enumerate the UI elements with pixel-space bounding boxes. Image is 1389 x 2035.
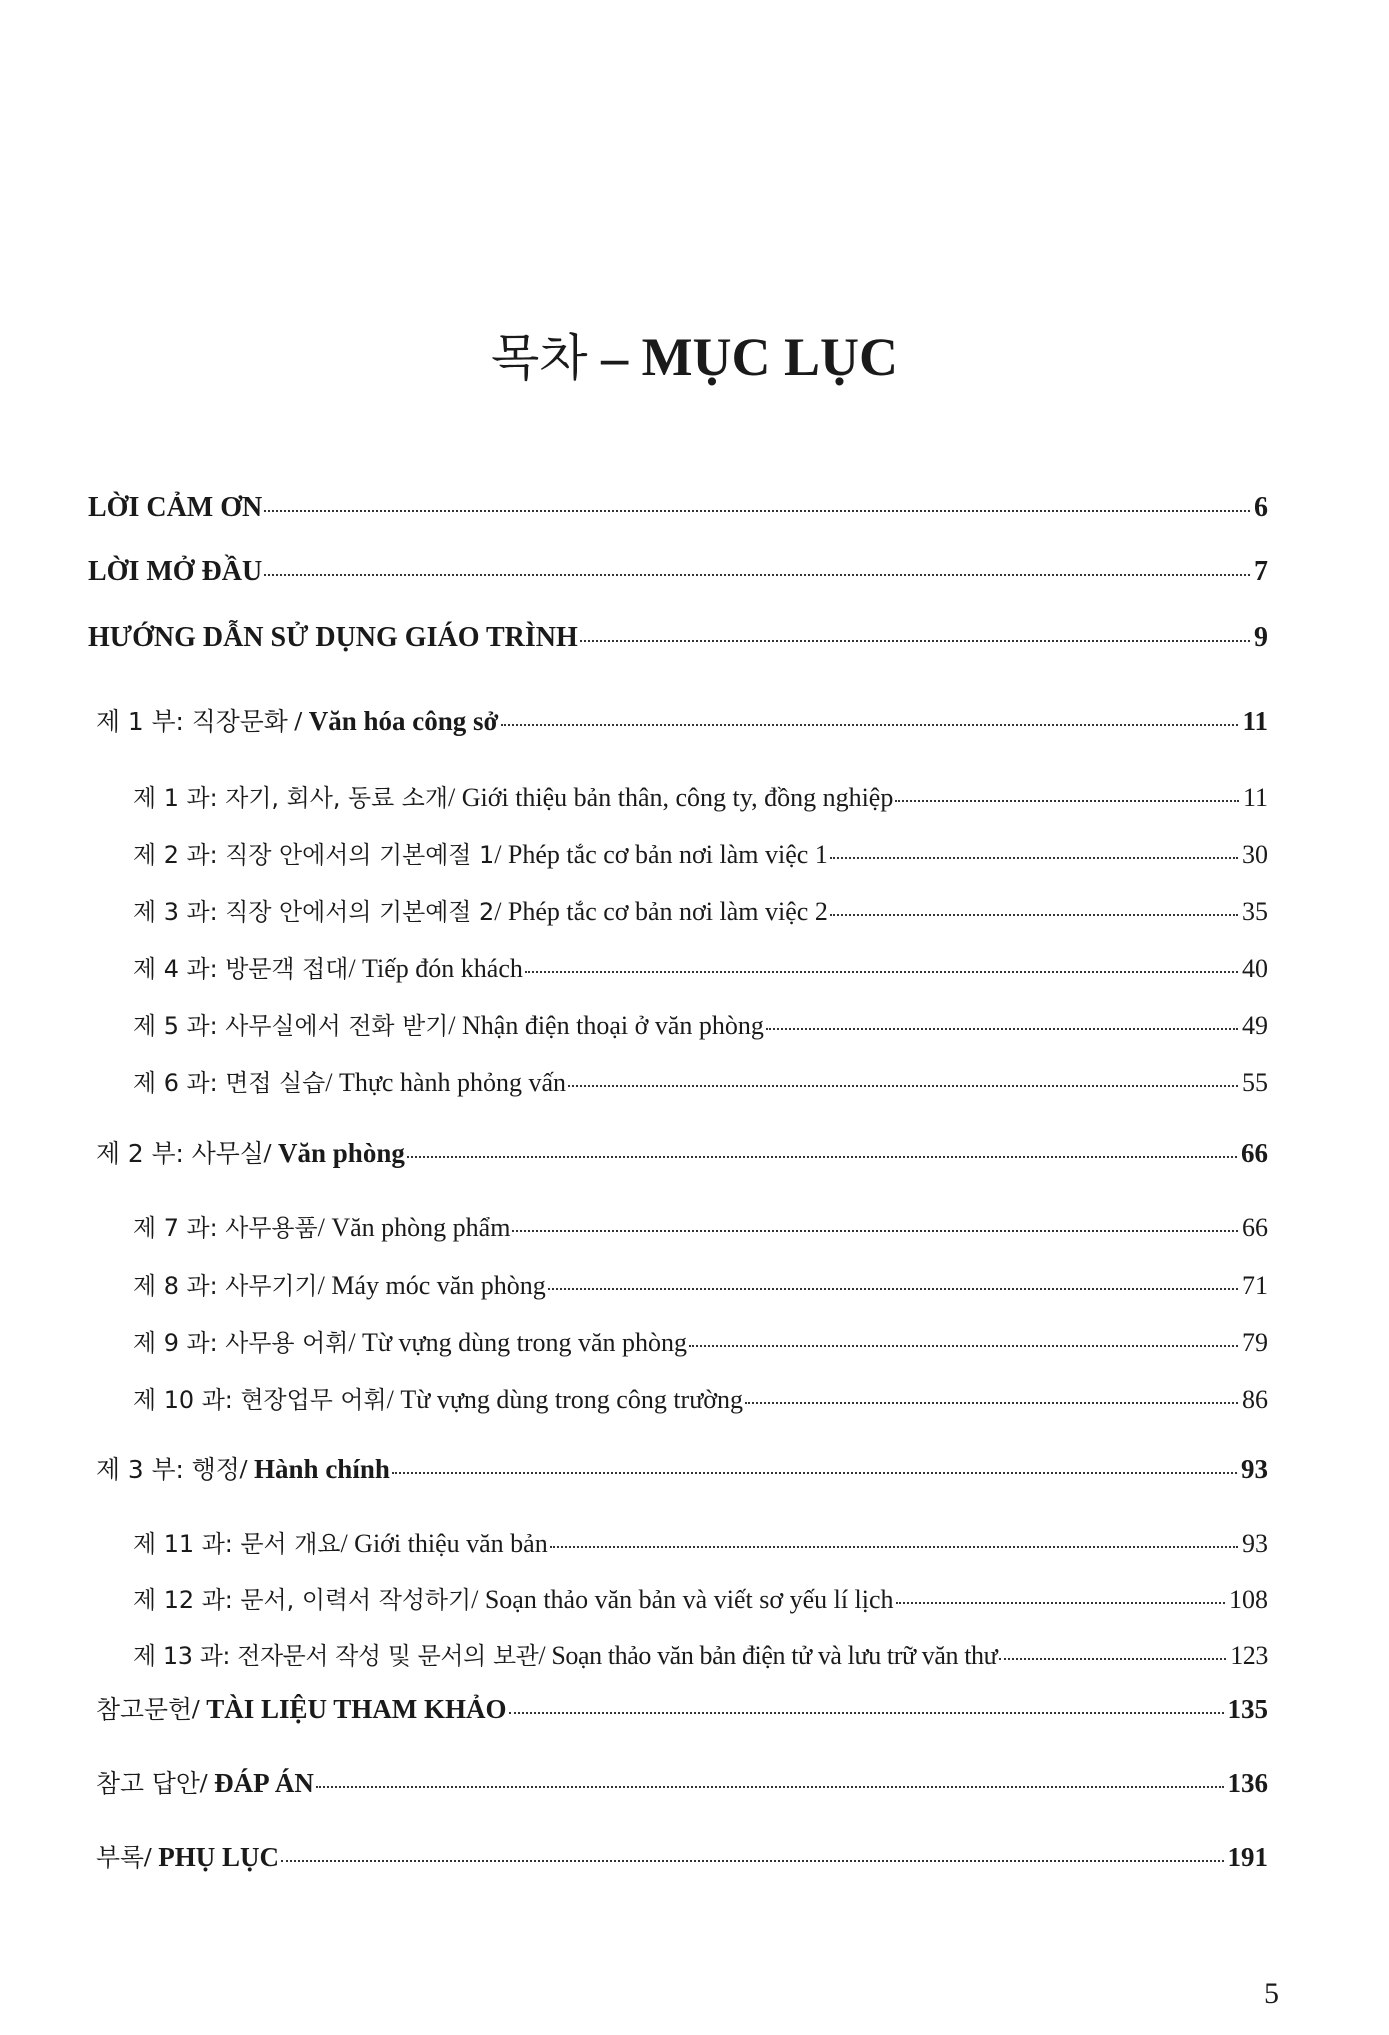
toc-entry-page: 136: [1227, 1768, 1268, 1798]
toc-lesson-label: [133, 1063, 566, 1098]
toc-lesson-label: [133, 1524, 548, 1559]
toc-entry-answers[interactable]: [96, 1764, 1268, 1800]
toc-lesson-label-vi: / Thực hành phỏng vấn: [325, 1068, 567, 1097]
toc-entry-label-ko: 부록: [96, 1843, 144, 1872]
toc-lesson-label: [133, 1006, 764, 1041]
toc-lesson-3[interactable]: [133, 892, 1268, 927]
toc-entry-label-ko: 참고문헌: [96, 1695, 192, 1724]
dot-leader: [501, 724, 1239, 726]
dot-leader: [548, 1288, 1238, 1290]
dot-leader: [896, 1602, 1225, 1604]
toc-lesson-12[interactable]: [133, 1580, 1268, 1615]
toc-lesson-page: 93: [1242, 1529, 1268, 1558]
dot-leader: [830, 914, 1238, 916]
toc-lesson-1[interactable]: [133, 778, 1268, 813]
toc-part-label-vi: / Hành chính: [239, 1454, 390, 1484]
toc-lesson-4[interactable]: [133, 949, 1268, 984]
toc-lesson-label-vi: / Giới thiệu văn bản: [340, 1529, 548, 1558]
toc-lesson-page: 66: [1242, 1213, 1268, 1242]
toc-lesson-label-ko: 제 8 과: 사무기기: [133, 1272, 318, 1300]
dot-leader: [895, 800, 1239, 802]
toc-lesson-9[interactable]: [133, 1323, 1268, 1358]
toc-lesson-label-vi: / Nhận điện thoại ở văn phòng: [448, 1011, 764, 1040]
toc-lesson-page: 79: [1242, 1328, 1268, 1357]
toc-lesson-label-vi: / Giới thiệu bản thân, công ty, đồng nghiệp: [448, 783, 894, 812]
dot-leader: [580, 640, 1250, 642]
toc-lesson-label: [133, 949, 523, 984]
toc-lesson-label-ko: 제 3 과: 직장 안에서의 기본예절 2: [133, 898, 495, 926]
toc-lesson-label: [133, 1266, 546, 1301]
dot-leader: [512, 1230, 1238, 1232]
dot-leader: [407, 1156, 1237, 1158]
toc-lesson-label-ko: 제 10 과: 현장업무 어휘: [133, 1386, 387, 1414]
toc-entry-label: HƯỚNG DẪN SỬ DỤNG GIÁO TRÌNH: [88, 622, 578, 653]
dot-leader: [316, 1786, 1224, 1788]
toc-lesson-label: [133, 1636, 997, 1671]
toc-part-1[interactable]: [96, 702, 1268, 738]
toc-lesson-label: [133, 1208, 510, 1243]
toc-lesson-label-ko: 제 6 과: 면접 실습: [133, 1069, 326, 1097]
toc-lesson-label: [133, 835, 828, 870]
toc-part-2[interactable]: [96, 1134, 1268, 1170]
dot-leader: [525, 971, 1238, 973]
page-title: [0, 322, 1389, 393]
toc-part-page: 93: [1241, 1454, 1268, 1484]
toc-lesson-label: [133, 778, 893, 813]
dot-leader: [830, 857, 1238, 859]
toc-lesson-page: 49: [1242, 1011, 1268, 1040]
dot-leader: [264, 574, 1250, 576]
toc-lesson-label-ko: 제 13 과: 전자문서 작성 및 문서의 보관: [133, 1642, 539, 1670]
toc-entry-page: 6: [1254, 492, 1268, 523]
toc-lesson-page: 108: [1229, 1585, 1268, 1614]
toc-lesson-label: [133, 892, 828, 927]
dot-leader: [392, 1472, 1237, 1474]
toc-part-label-ko: 제 2 부: 사무실: [96, 1139, 264, 1168]
toc-part-label: [96, 1134, 405, 1170]
toc-part-label: [96, 702, 499, 738]
dot-leader: [766, 1028, 1238, 1030]
toc-lesson-label-vi: / Từ vựng dùng trong công trường: [386, 1385, 744, 1414]
dot-leader: [550, 1546, 1238, 1548]
toc-entry-label-ko: 참고 답안: [96, 1769, 200, 1798]
toc-entry-label: LỜI MỞ ĐẦU: [88, 556, 263, 587]
toc-lesson-page: 123: [1230, 1641, 1268, 1670]
toc-part-page: 11: [1242, 706, 1268, 736]
dot-leader: [509, 1712, 1224, 1714]
toc-lesson-page: 30: [1242, 840, 1268, 869]
toc-lesson-page: 71: [1242, 1271, 1268, 1300]
toc-lesson-page: 55: [1242, 1068, 1268, 1097]
toc-lesson-label-ko: 제 11 과: 문서 개요: [133, 1530, 341, 1558]
toc-lesson-label-ko: 제 2 과: 직장 안에서의 기본예절 1: [133, 841, 495, 869]
toc-entry-label-vi: / ĐÁP ÁN: [199, 1768, 314, 1798]
toc-entry-label: [96, 1690, 507, 1726]
toc-entry-page: 7: [1254, 556, 1268, 587]
toc-lesson-label-vi: / Tiếp đón khách: [348, 954, 523, 983]
toc-entry-appendix[interactable]: [96, 1838, 1268, 1874]
toc-lesson-label-vi: / Soạn thảo văn bản và viết sơ yếu lí lịch: [471, 1585, 894, 1614]
toc-entry-preface[interactable]: [88, 556, 1268, 588]
toc-lesson-label: [133, 1580, 894, 1615]
toc-lesson-label-ko: 제 12 과: 문서, 이력서 작성하기: [133, 1586, 472, 1614]
toc-lesson-2[interactable]: [133, 835, 1268, 870]
toc-lesson-label-vi: / Máy móc văn phòng: [317, 1271, 546, 1300]
toc-lesson-page: 86: [1242, 1385, 1268, 1414]
toc-lesson-label-ko: 제 4 과: 방문객 접대: [133, 955, 349, 983]
toc-lesson-label-ko: 제 5 과: 사무실에서 전화 받기: [133, 1012, 449, 1040]
dot-leader: [999, 1658, 1226, 1660]
toc-entry-label: LỜI CẢM ƠN: [88, 492, 263, 523]
toc-entry-label: [96, 1764, 314, 1800]
toc-part-label-vi: / Văn hóa công sở: [287, 706, 499, 736]
dot-leader: [689, 1345, 1238, 1347]
toc-lesson-5[interactable]: [133, 1006, 1268, 1041]
toc-entry-label-vi: / TÀI LIỆU THAM KHẢO: [191, 1694, 507, 1724]
toc-entry-page: 135: [1227, 1694, 1268, 1724]
toc-part-label-ko: 제 3 부: 행정: [96, 1455, 240, 1484]
dot-leader: [281, 1860, 1224, 1862]
toc-lesson-label-vi: / Từ vựng dùng trong văn phòng: [348, 1328, 688, 1357]
toc-part-label-vi: / Văn phòng: [263, 1138, 405, 1168]
page-number: 5: [1264, 1977, 1279, 2010]
dot-leader: [568, 1085, 1238, 1087]
title-korean: 목차: [490, 329, 588, 387]
toc-part-label-ko: 제 1 부: 직장문화: [96, 707, 288, 736]
toc-lesson-label-ko: 제 1 과: 자기, 회사, 동료 소개: [133, 784, 448, 812]
toc-part-3[interactable]: [96, 1450, 1268, 1486]
toc-lesson-label-vi: / Phép tắc cơ bản nơi làm việc 1: [494, 840, 828, 869]
toc-part-page: 66: [1241, 1138, 1268, 1168]
toc-lesson-page: 11: [1242, 783, 1268, 812]
title-vietnamese: MỤC LỤC: [641, 327, 899, 387]
toc-lesson-7[interactable]: [133, 1208, 1268, 1243]
toc-entry-page: 191: [1227, 1842, 1268, 1872]
toc-entry-acknowledgements[interactable]: [88, 492, 1268, 524]
dot-leader: [264, 510, 1250, 512]
toc-lesson-label-ko: 제 9 과: 사무용 어휘: [133, 1329, 349, 1357]
title-separator: –: [587, 327, 642, 387]
toc-lesson-6[interactable]: [133, 1063, 1268, 1098]
toc-lesson-label-ko: 제 7 과: 사무용품: [133, 1214, 318, 1242]
toc-entry-label-vi: / PHỤ LỤC: [143, 1842, 279, 1872]
toc-lesson-page: 35: [1242, 897, 1268, 926]
dot-leader: [745, 1402, 1238, 1404]
toc-entry-references[interactable]: [96, 1690, 1268, 1726]
toc-lesson-8[interactable]: [133, 1266, 1268, 1301]
toc-lesson-label-vi: / Soạn thảo văn bản điện tử và lưu trữ văn thư: [538, 1641, 998, 1670]
toc-lesson-11[interactable]: [133, 1524, 1268, 1559]
toc-lesson-label-vi: / Văn phòng phẩm: [317, 1213, 511, 1242]
toc-entry-user-guide[interactable]: [88, 622, 1268, 654]
toc-entry-label: [96, 1838, 279, 1874]
toc-lesson-label: [133, 1323, 687, 1358]
toc-lesson-label-vi: / Phép tắc cơ bản nơi làm việc 2: [494, 897, 828, 926]
toc-part-label: [96, 1450, 390, 1486]
toc-lesson-13[interactable]: [133, 1636, 1268, 1671]
toc-lesson-10[interactable]: [133, 1380, 1268, 1415]
toc-lesson-label: [133, 1380, 743, 1415]
toc-entry-page: 9: [1254, 622, 1268, 653]
toc-lesson-page: 40: [1242, 954, 1268, 983]
